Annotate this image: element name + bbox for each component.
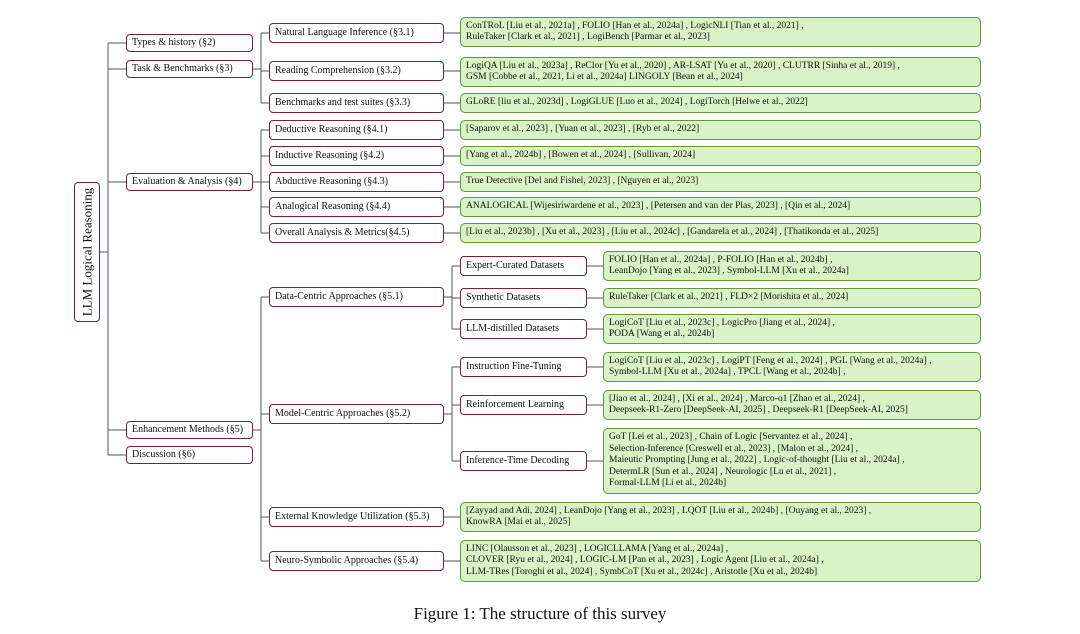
leaf-abductive-papers: True Detective [Del and Fishel, 2023] , [Nguyen et al., 2023]	[460, 172, 981, 192]
leaf-reading-comprehension-papers: LogiQA [Liu et al., 2023a] , ReClor [Yu et al., 2020] , AR-LSAT [Yu et al., 2020] , CLUTRR [Sinha et al., 2019] , GSM [Cobbe et al., 2021, Li et al., 2024a] LINGOLY [Bean et al., 2024]	[460, 57, 981, 87]
node-types-history: Types & history (§2)	[126, 34, 253, 52]
node-natural-language-inference: Natural Language Inference (§3.1)	[269, 23, 444, 43]
leaf-deductive-papers: [Saparov et al., 2023] , [Yuan et al., 2023] , [Ryb et al., 2022]	[460, 120, 981, 140]
node-evaluation-analysis: Evaluation & Analysis (§4)	[126, 173, 253, 191]
root-label: LLM Logical Reasoning	[79, 187, 94, 317]
node-data-centric: Data-Centric Approaches (§5.1)	[269, 287, 444, 307]
leaf-neuro-symbolic-papers: LINC [Olausson et al., 2023] , LOGICLLAMA [Yang et al., 2024a] , CLOVER [Ryu et al., 2024] , LOGIC-LM [Pan et al., 2023] , Logic Agent [Liu et al., 2024a] , LLM-TRes [Toroghi et al., 2024] , SymbCoT [Xu et al., 2024c] , Aristotle [Xu et al., 2024b]	[460, 540, 981, 582]
node-external-knowledge: External Knowledge Utilization (§5.3)	[269, 507, 444, 527]
node-overall-analysis-metrics: Overall Analysis & Metrics(§4.5)	[269, 223, 444, 243]
leaf-inductive-papers: [Yang et al., 2024b] , [Bowen et al., 2024] , [Sullivan, 2024]	[460, 146, 981, 166]
leaf-inference-time-decoding-papers: GoT [Lei et al., 2023] , Chain of Logic [Servantez et al., 2024] , Selection-Inference [Creswell et al., 2023] , [Malon et al., 2024] , Maieutic Prompting [Jung et al., 2022] , Logic-of-thought [Liu et al., 2024a] , DetermLR [Sun et al., 2024] , Neurologic [Lu et al., 2021] , Formal-LLM [Li et al., 2024b]	[603, 428, 981, 494]
root-node	[74, 182, 100, 322]
node-instruction-fine-tuning: Instruction Fine-Tuning	[460, 357, 587, 377]
node-neuro-symbolic: Neuro-Symbolic Approaches (§5.4)	[269, 551, 444, 571]
leaf-llm-distilled-papers: LogiCoT [Liu et al., 2023c] , LogicPro [Jiang et al., 2024] , PODA [Wang et al., 2024b]	[603, 314, 981, 344]
leaf-expert-curated-papers: FOLIO [Han et al., 2024a] , P-FOLIO [Han et al., 2024b] , LeanDojo [Yang et al., 2023] , Symbol-LLM [Xu et al., 2024a]	[603, 251, 981, 281]
node-reading-comprehension: Reading Comprehension (§3.2)	[269, 61, 444, 81]
node-task-benchmarks: Task & Benchmarks (§3)	[126, 60, 253, 78]
node-expert-curated-datasets: Expert-Curated Datasets	[460, 256, 587, 276]
leaf-reinforcement-learning-papers: [Jiao et al., 2024] , [Xi et al., 2024] , Marco-o1 [Zhao et al., 2024] , Deepseek-R1-Zero [DeepSeek-AI, 2025] , Deepseek-R1 [DeepSeek-AI, 2025]	[603, 390, 981, 420]
node-abductive-reasoning: Abductive Reasoning (§4.3)	[269, 172, 444, 192]
node-deductive-reasoning: Deductive Reasoning (§4.1)	[269, 120, 444, 140]
node-inference-time-decoding: Inference-Time Decoding	[460, 451, 587, 471]
node-discussion: Discussion (§6)	[126, 446, 253, 464]
leaf-nli-papers: ConTRoL [Liu et al., 2021a] , FOLIO [Han et al., 2024a] , LogicNLI [Tian et al., 2021] , RuleTaker [Clark et al., 2021] , LogiBench [Parmar et al., 2023]	[460, 17, 981, 47]
leaf-external-knowledge-papers: [Zayyad and Adi, 2024] , LeanDojo [Yang et al., 2023] , LQOT [Liu et al., 2024b] , [Ouyang et al., 2023] , KnowRA [Mai et al., 2025]	[460, 502, 981, 532]
node-benchmarks-test-suites: Benchmarks and test suites (§3.3)	[269, 93, 444, 113]
leaf-overall-analysis-papers: [Liu et al., 2023b] , [Xu et al., 2023] , [Liu et al., 2024c] , [Gandarela et al., 2024] , [Thatikonda et al., 2025]	[460, 223, 981, 243]
node-inductive-reasoning: Inductive Reasoning (§4.2)	[269, 146, 444, 166]
figure-caption: Figure 1: The structure of this survey	[413, 604, 667, 623]
leaf-synthetic-papers: RuleTaker [Clark et al., 2021] , FLD×2 [Morishita et al., 2024]	[603, 288, 981, 308]
leaf-instruction-fine-tuning-papers: LogiCoT [Liu et al., 2023c] , LogiPT [Feng et al., 2024] , PGL [Wang et al., 2024a] , Symbol-LLM [Xu et al., 2024a] , TPCL [Wang et al., 2024b] ,	[603, 352, 981, 382]
node-llm-distilled-datasets: LLM-distilled Datasets	[460, 319, 587, 339]
node-reinforcement-learning: Reinforcement Learning	[460, 395, 587, 415]
leaf-analogical-papers: ANALOGICAL [Wijesiriwardene et al., 2023] , [Petersen and van der Plas, 2023] , [Qin et al., 2024]	[460, 197, 981, 217]
node-analogical-reasoning: Analogical Reasoning (§4.4)	[269, 197, 444, 217]
node-enhancement-methods: Enhancement Methods (§5)	[126, 421, 253, 439]
node-synthetic-datasets: Synthetic Datasets	[460, 288, 587, 308]
leaf-benchmarks-papers: GLoRE [liu et al., 2023d] , LogiGLUE [Luo et al., 2024] , LogiTorch [Helwe et al., 2022]	[460, 93, 981, 113]
node-model-centric: Model-Centric Approaches (§5.2)	[269, 404, 444, 424]
